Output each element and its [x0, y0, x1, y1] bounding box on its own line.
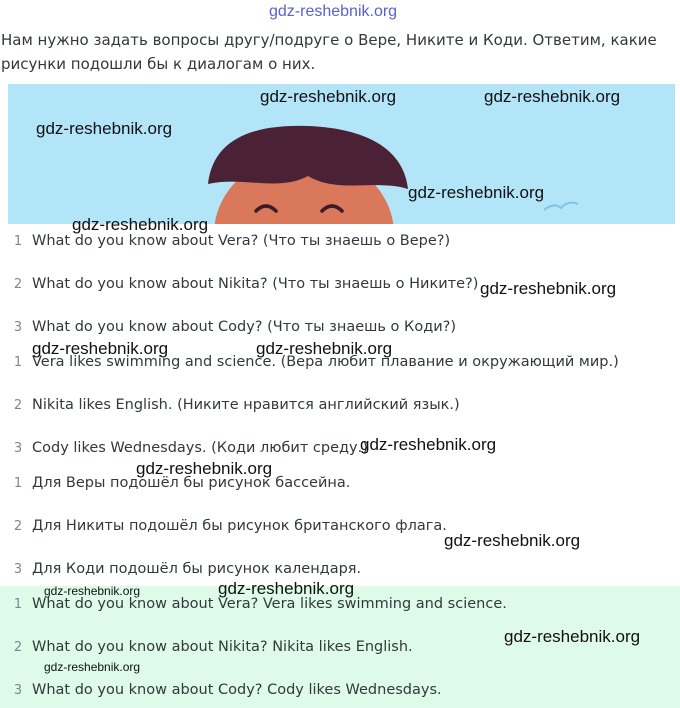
watermark: gdz-reshebnik.org — [44, 660, 141, 674]
list-item — [0, 392, 680, 422]
question-text: What do you know about Cody? (Что ты знаешь о Коди?) — [32, 319, 456, 335]
list-item — [0, 677, 680, 707]
watermark: gdz-reshebnik.org — [408, 183, 545, 202]
picture-text: Для Коди подошёл бы рисунок календаря. — [32, 561, 362, 577]
watermark: gdz-reshebnik.org — [480, 279, 617, 298]
watermark: gdz-reshebnik.org — [72, 215, 209, 234]
item-number: 1 — [13, 597, 23, 612]
fact-text: Cody likes Wednesdays. (Коди любит среду.) — [32, 440, 368, 456]
list-item — [0, 435, 680, 465]
bird-icon — [544, 203, 578, 210]
item-number: 3 — [13, 441, 23, 456]
item-number: 1 — [13, 234, 23, 249]
watermark: gdz-reshebnik.org — [504, 627, 641, 646]
watermark: gdz-reshebnik.org — [44, 584, 141, 598]
answer-text: What do you know about Nikita? Nikita likes English. — [32, 639, 413, 655]
watermark: gdz-reshebnik.org — [32, 339, 169, 358]
fact-text: Nikita likes English. (Никите нравится английский язык.) — [32, 397, 460, 413]
answer-text: What do you know about Cody? Cody likes Wednesdays. — [32, 682, 442, 698]
watermark: gdz-reshebnik.org — [136, 459, 273, 478]
item-number: 3 — [13, 683, 23, 698]
item-number: 2 — [13, 519, 23, 534]
answer-text: What do you know about Vera? Vera likes swimming and science. — [32, 596, 507, 612]
watermark: gdz-reshebnik.org — [36, 119, 173, 138]
intro-text: Нам нужно задать вопросы другу/подруге о Вере, Никите и Коди. Ответим, какие рисунки подошли бы к диалогам о них. — [1, 31, 657, 73]
watermark: gdz-reshebnik.org — [360, 435, 497, 454]
watermark: gdz-reshebnik.org — [269, 3, 398, 20]
watermark: gdz-reshebnik.org — [218, 579, 355, 598]
question-text: What do you know about Nikita? (Что ты знаешь о Никите?) — [32, 276, 479, 292]
picture-text: Для Веры подошёл бы рисунок бассейна. — [32, 475, 351, 491]
watermark: gdz-reshebnik.org — [444, 531, 581, 550]
item-number: 3 — [13, 562, 23, 577]
watermark: gdz-reshebnik.org — [484, 87, 621, 106]
fact-text: Vera likes swimming and science. (Вера любит плавание и окружающий мир.) — [32, 354, 619, 370]
watermark: gdz-reshebnik.org — [260, 87, 397, 106]
item-number: 2 — [13, 277, 23, 292]
list-item — [0, 470, 680, 500]
item-number: 1 — [13, 476, 23, 491]
question-text: What do you know about Vera? (Что ты знаешь о Вере?) — [32, 233, 451, 249]
item-number: 3 — [13, 320, 23, 335]
item-number: 2 — [13, 640, 23, 655]
picture-text: Для Никиты подошёл бы рисунок британского флага. — [32, 518, 447, 534]
watermark: gdz-reshebnik.org — [256, 339, 393, 358]
item-number: 1 — [13, 355, 23, 370]
answers-section — [0, 586, 680, 708]
item-number: 2 — [13, 398, 23, 413]
